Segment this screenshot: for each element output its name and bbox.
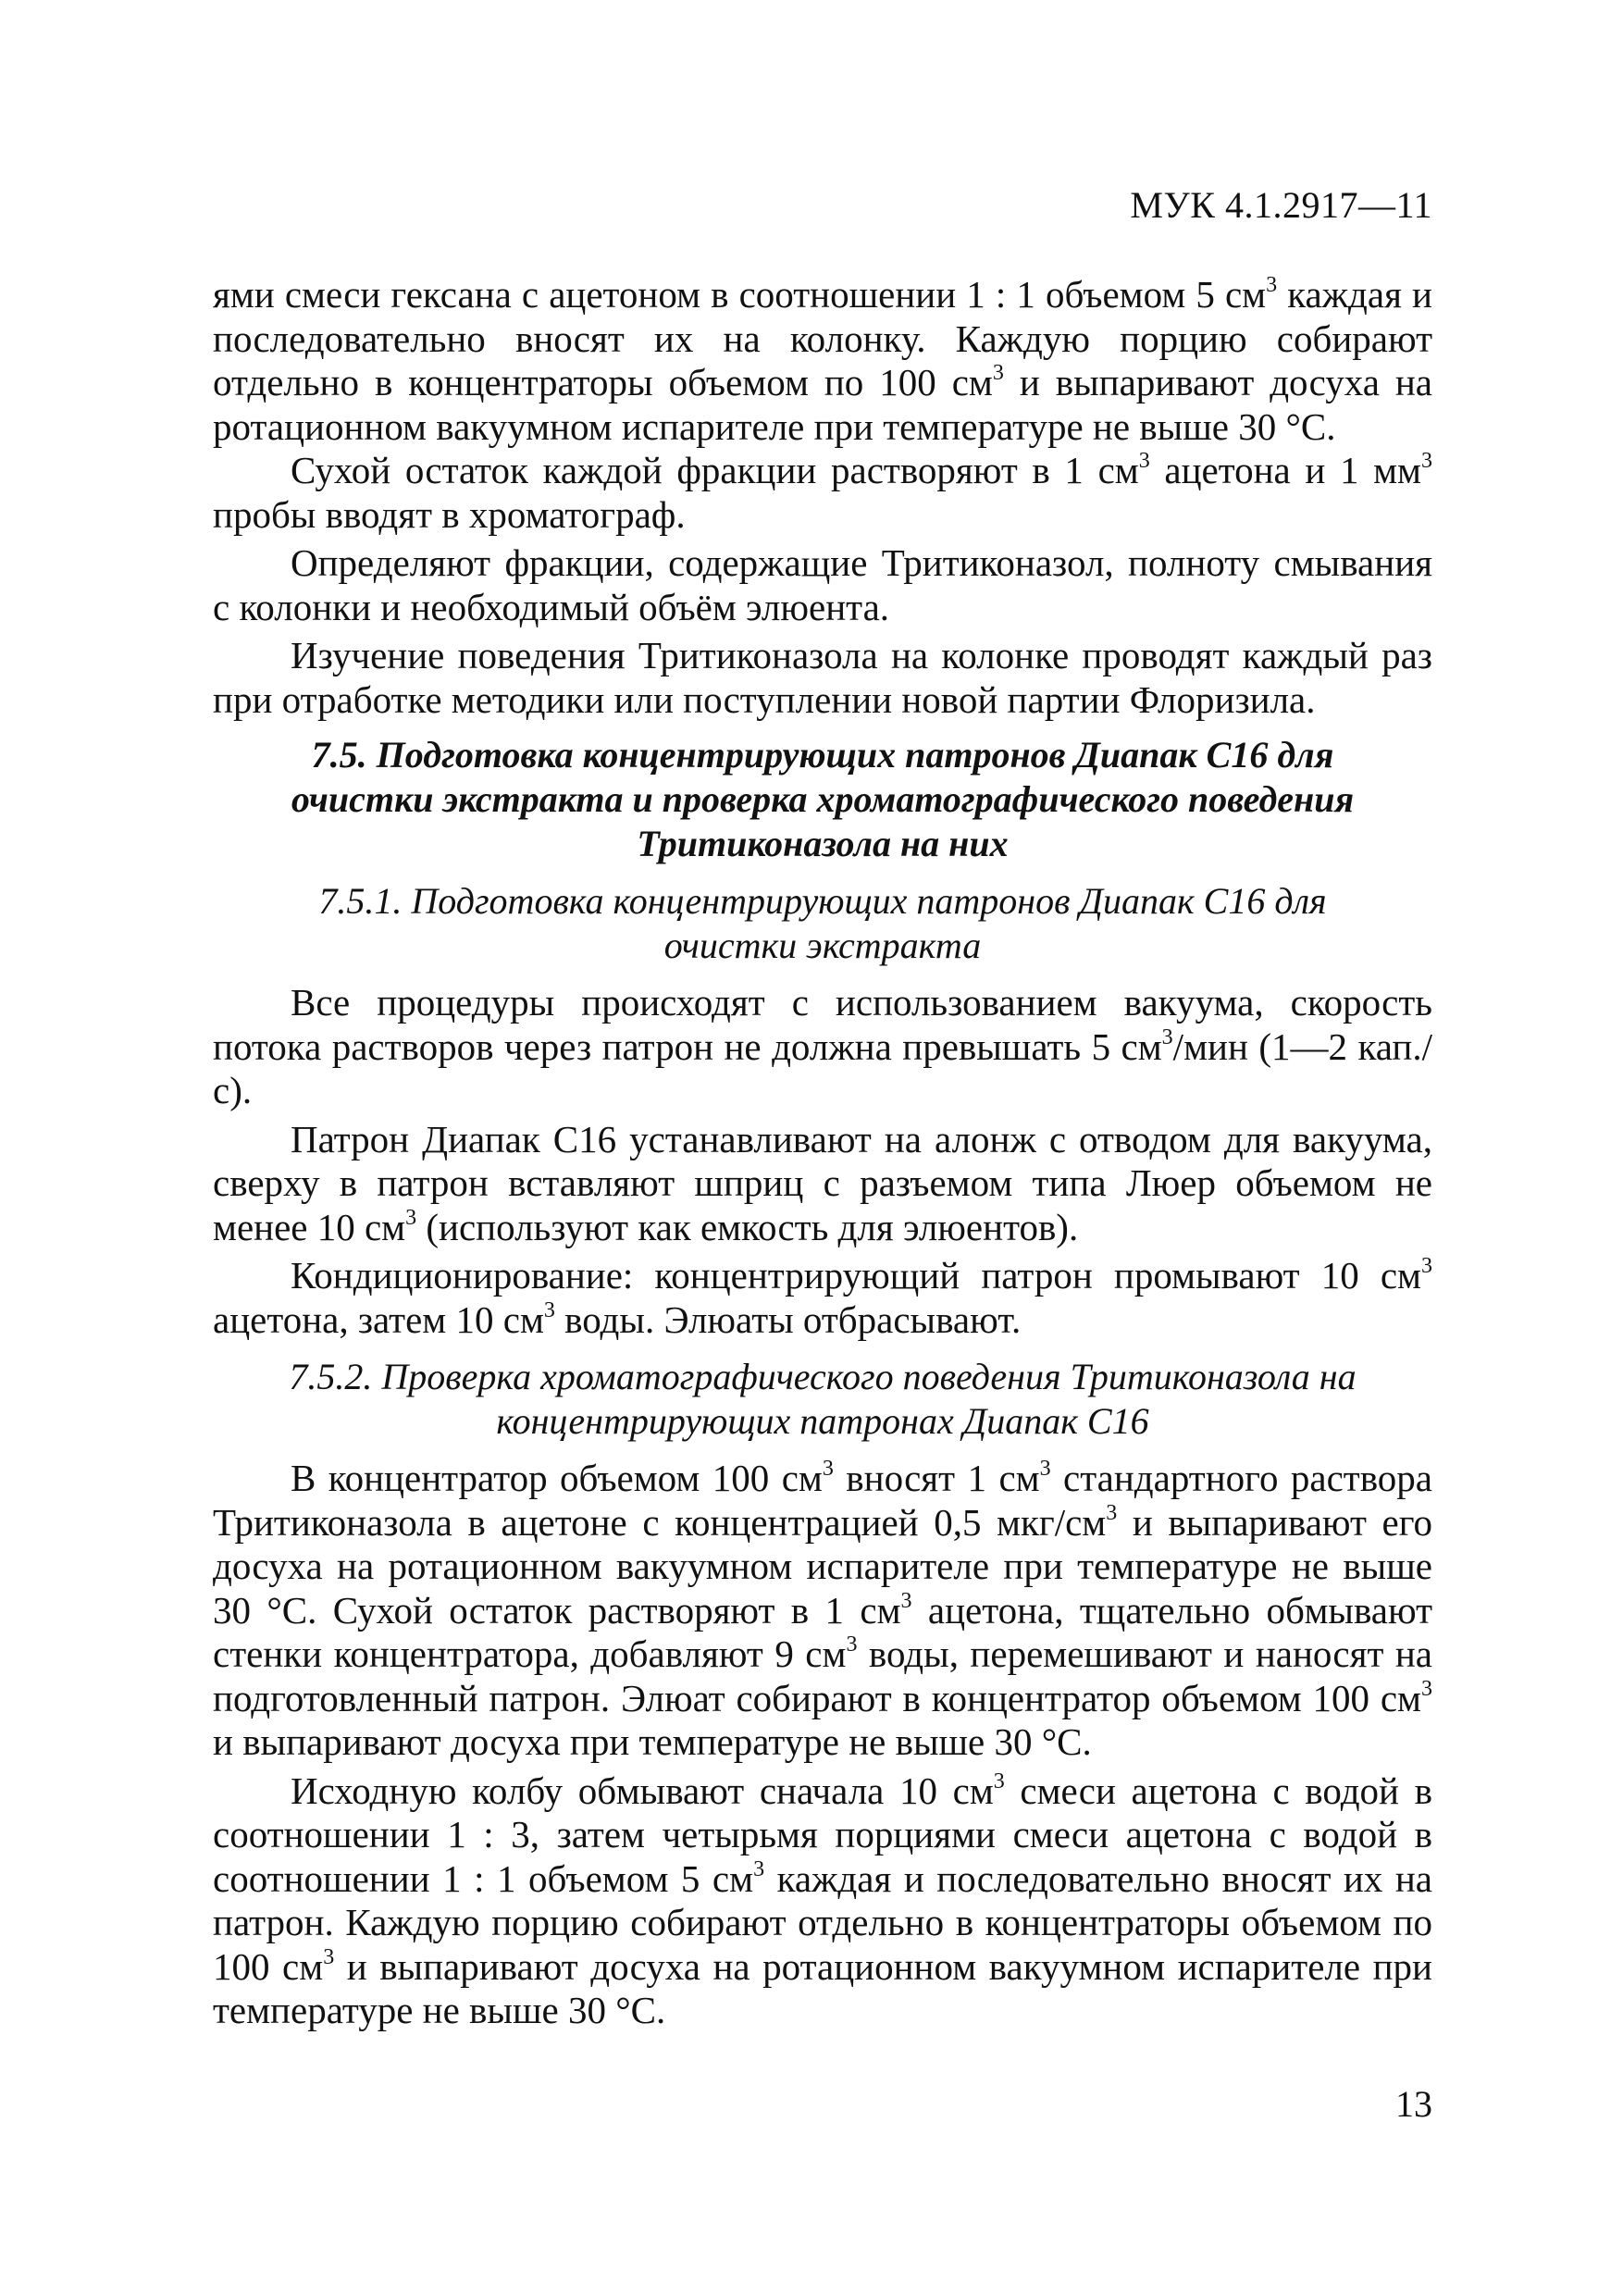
superscript: 3 <box>1161 1024 1173 1049</box>
paragraph-vacuum <box>213 981 1432 1113</box>
superscript: 3 <box>1266 273 1278 297</box>
superscript: 3 <box>1421 1676 1432 1701</box>
superscript: 3 <box>1039 1457 1051 1481</box>
text-run: и выпаривают досуха на ротационном вакуумном испарителе при температуре не выше 30 °С. <box>213 361 1432 448</box>
text-run: ями смеси гексана с ацетоном в соотношении 1 : 1 объемом 5 см <box>213 273 1267 316</box>
paragraph-cartridge-setup <box>213 1118 1432 1250</box>
superscript: 3 <box>993 1769 1005 1793</box>
superscript: 3 <box>1421 1254 1432 1278</box>
text-run: ацетона и 1 мм <box>1149 449 1422 491</box>
text-run: ацетона, тщательно обмывают стенки концентратора, добавляют 9 см <box>213 1588 1432 1675</box>
superscript: 3 <box>1138 449 1150 473</box>
text-run: воды, перемешивают и наносят на подготовленный патрон. Элюат собирают в концентратор объемом 100 см <box>213 1632 1432 1719</box>
section-heading-7-5: 7.5. Подготовка концентрирующих патронов Диапак С16 для очистки экстракта и проверка хроматографического поведения Тритиконазола на них <box>291 734 1355 864</box>
paragraph-flask-rinse <box>213 1769 1432 2033</box>
text-run: Исходную колбу обмывают сначала 10 см <box>291 1769 994 1812</box>
superscript: 3 <box>753 1856 765 1881</box>
text-run: и выпаривают его досуха на ротационном вакуумном испарителе при температуре не выше 30 °С. Сухой остаток растворяют в 1 см <box>213 1500 1432 1632</box>
paragraph-continued <box>213 273 1432 449</box>
text-run: каждая и последовательно вносят их на патрон. Каждую порцию собирают отдельно в концентраторы объемом по 100 см <box>213 1856 1432 1988</box>
text-run: стандартного раствора Тритиконазола в ацетоне с концентрацией 0,5 мкг/см <box>213 1457 1432 1544</box>
text-run: Сухой остаток каждой фракции растворяют в 1 см <box>291 449 1139 491</box>
text-run: (используют как емкость для элюентов). <box>416 1205 1079 1248</box>
superscript: 3 <box>1421 449 1433 473</box>
text-run: В концентратор объемом 100 см <box>291 1457 823 1499</box>
superscript: 3 <box>1106 1500 1118 1525</box>
text-run: воды. Элюаты отбрасывают. <box>554 1297 1022 1341</box>
superscript: 3 <box>543 1297 555 1322</box>
text-run: Все процедуры происходят с использованием вакуума, скорость потока растворов через патрон не должна превышать 5 см <box>213 981 1432 1068</box>
text-run: Кондиционирование: концентрирующий патрон промывают 10 см <box>291 1254 1421 1297</box>
subsection-heading-7-5-2: 7.5.2. Проверка хроматографического поведения Тритиконазола на концентрирующих патронах Диапак С16 <box>289 1356 1357 1442</box>
text-run: /мин (1—2 кап./с). <box>213 1024 1432 1111</box>
paragraph-conditioning <box>213 1254 1432 1342</box>
document-body <box>213 273 1432 2033</box>
superscript: 3 <box>822 1457 834 1481</box>
paragraph-concentrator <box>213 1457 1432 1765</box>
text-run: и выпаривают досуха при температуре не выше 30 °С. <box>213 1720 1092 1763</box>
text-run: пробы вводят в хроматограф. <box>213 492 686 536</box>
superscript: 3 <box>992 361 1004 385</box>
paragraph-fractions: Определяют фракции, содержащие Тритиконазол, полноту смывания с колонки и необходимый объём элюента. <box>213 541 1432 628</box>
superscript: 3 <box>405 1205 417 1230</box>
text-run: ацетона, затем 10 см <box>213 1297 544 1341</box>
document-code-header: МУК 4.1.2917—11 <box>1130 184 1432 226</box>
superscript: 3 <box>846 1632 858 1657</box>
text-run: и выпаривают досуха на ротационном вакуумном испарителе при температуре не выше 30 °С. <box>213 1944 1432 2031</box>
text-run: каждая и последовательно вносят их на колонку. Каждую порцию собирают отдельно в концентраторы объемом по 100 см <box>213 273 1432 403</box>
paragraph-column-study: Изучение поведения Тритиконазола на колонке проводят каждый раз при отработке методики или поступлении новой партии Флоризила. <box>213 634 1432 721</box>
superscript: 3 <box>323 1944 335 1969</box>
document-page <box>213 0 1432 2296</box>
text-run: Патрон Диапак С16 устанавливают на алонж с отводом для вакуума, сверху в патрон вставляют шприц с разъемом типа Люер объемом не менее 10 см <box>213 1117 1432 1248</box>
paragraph-dry-residue <box>213 449 1432 537</box>
text-run: вносят 1 см <box>833 1457 1040 1499</box>
subsection-heading-7-5-1: 7.5.1. Подготовка концентрирующих патронов Диапак С16 для очистки экстракта <box>318 880 1327 966</box>
superscript: 3 <box>900 1588 912 1613</box>
text-run: смеси ацетона с водой в соотношении 1 : 3, затем четырьмя порциями смеси ацетона с водой в соотношении 1 : 1 объемом 5 см <box>213 1769 1432 1900</box>
page-number: 13 <box>1395 2083 1432 2125</box>
